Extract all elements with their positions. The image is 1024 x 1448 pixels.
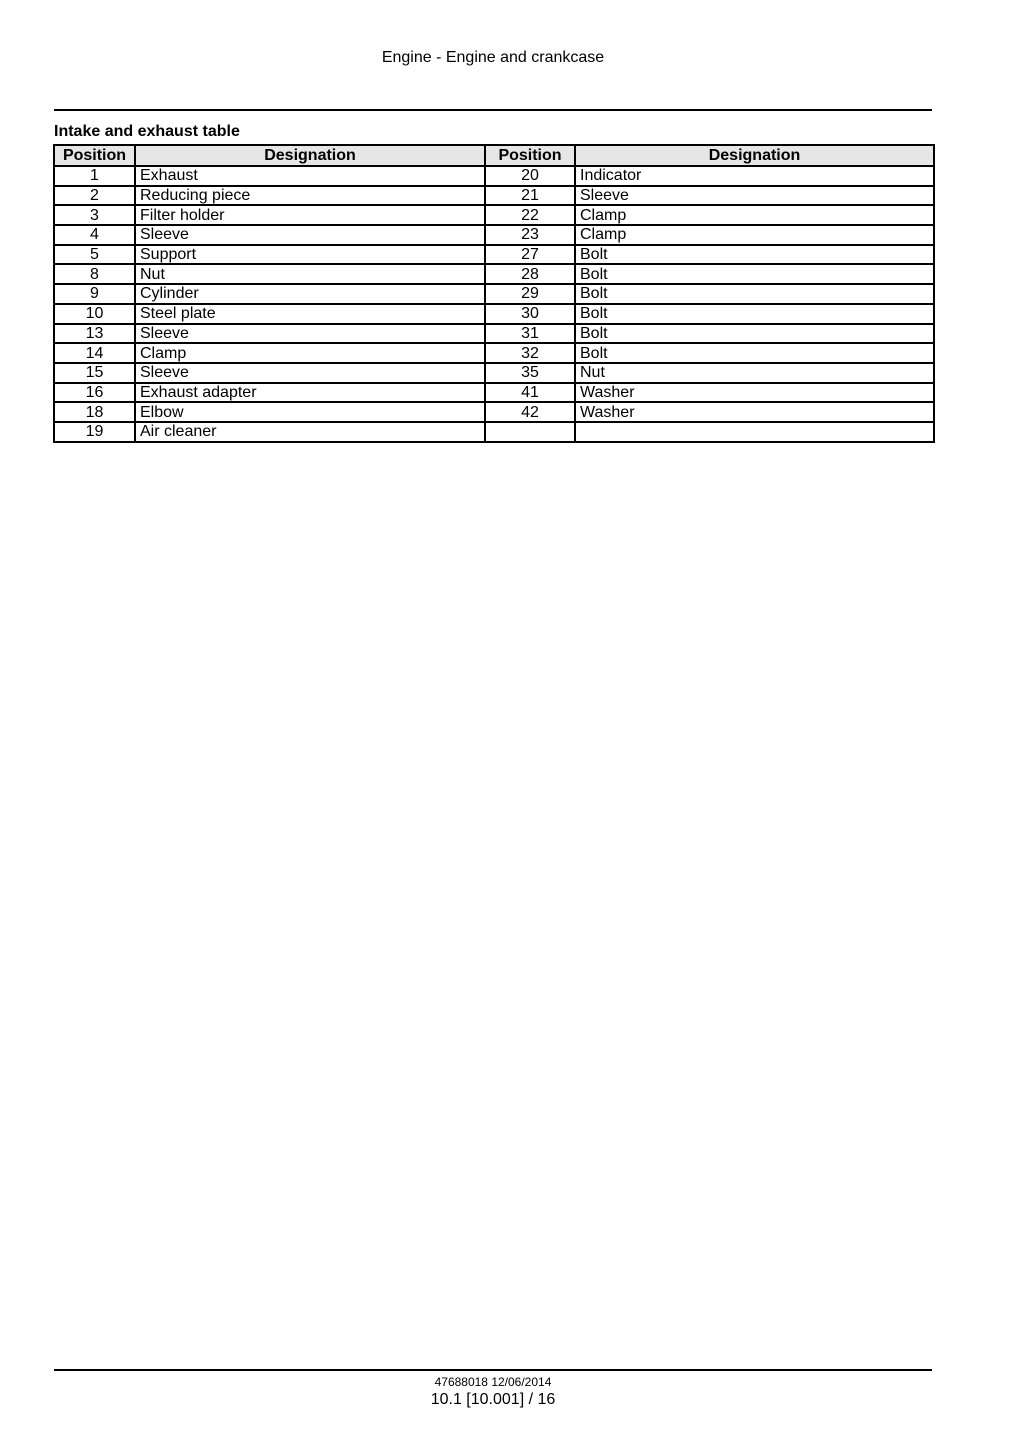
designation-cell: Nut (575, 363, 934, 383)
table-row (54, 166, 934, 186)
position-cell: 9 (54, 284, 135, 304)
position-cell: 42 (485, 402, 575, 422)
table-row (54, 343, 934, 363)
position-cell: 2 (54, 186, 135, 206)
position-cell: 29 (485, 284, 575, 304)
designation-cell: Clamp (575, 205, 934, 225)
designation-cell: Sleeve (135, 324, 485, 344)
position-cell: 13 (54, 324, 135, 344)
table-row (54, 245, 934, 265)
designation-cell: Sleeve (135, 363, 485, 383)
position-cell: 27 (485, 245, 575, 265)
designation-cell: Bolt (575, 284, 934, 304)
column-header-position: Position (485, 145, 575, 166)
designation-cell: Indicator (575, 166, 934, 186)
table-row (54, 225, 934, 245)
position-cell: 16 (54, 383, 135, 403)
position-cell: 35 (485, 363, 575, 383)
table-row (54, 284, 934, 304)
designation-cell: Air cleaner (135, 422, 485, 442)
table-row (54, 264, 934, 284)
position-cell: 41 (485, 383, 575, 403)
column-header-designation: Designation (575, 145, 934, 166)
document-code: 47688018 12/06/2014 (434, 1375, 552, 1389)
position-cell: 31 (485, 324, 575, 344)
position-cell (485, 422, 575, 442)
table-row (54, 422, 934, 442)
table-row (54, 363, 934, 383)
position-cell: 30 (485, 304, 575, 324)
table-header-row (54, 145, 934, 166)
position-cell: 21 (485, 186, 575, 206)
position-cell: 1 (54, 166, 135, 186)
column-header-designation: Designation (135, 145, 485, 166)
designation-cell: Support (135, 245, 485, 265)
position-cell: 23 (485, 225, 575, 245)
designation-cell: Clamp (575, 225, 934, 245)
designation-cell: Washer (575, 402, 934, 422)
designation-cell: Sleeve (575, 186, 934, 206)
position-cell: 3 (54, 205, 135, 225)
designation-cell: Exhaust (135, 166, 485, 186)
table-row (54, 186, 934, 206)
designation-cell: Bolt (575, 324, 934, 344)
position-cell: 28 (485, 264, 575, 284)
position-cell: 20 (485, 166, 575, 186)
position-cell: 5 (54, 245, 135, 265)
page-reference: 10.1 [10.001] / 16 (430, 1391, 556, 1408)
intake-exhaust-table (53, 144, 935, 443)
designation-cell: Bolt (575, 343, 934, 363)
position-cell: 18 (54, 402, 135, 422)
position-cell: 32 (485, 343, 575, 363)
footer-divider (54, 1369, 932, 1371)
table-row (54, 324, 934, 344)
designation-cell: Nut (135, 264, 485, 284)
table-row (54, 304, 934, 324)
designation-cell (575, 422, 934, 442)
column-header-position: Position (54, 145, 135, 166)
table-row (54, 205, 934, 225)
designation-cell: Cylinder (135, 284, 485, 304)
designation-cell: Bolt (575, 304, 934, 324)
designation-cell: Bolt (575, 245, 934, 265)
page-header: Engine - Engine and crankcase (381, 49, 605, 66)
designation-cell: Exhaust adapter (135, 383, 485, 403)
table-row (54, 402, 934, 422)
designation-cell: Bolt (575, 264, 934, 284)
designation-cell: Reducing piece (135, 186, 485, 206)
position-cell: 14 (54, 343, 135, 363)
table-body (54, 166, 934, 442)
position-cell: 10 (54, 304, 135, 324)
table-row (54, 383, 934, 403)
designation-cell: Filter holder (135, 205, 485, 225)
position-cell: 4 (54, 225, 135, 245)
designation-cell: Sleeve (135, 225, 485, 245)
designation-cell: Washer (575, 383, 934, 403)
position-cell: 19 (54, 422, 135, 442)
designation-cell: Elbow (135, 402, 485, 422)
designation-cell: Clamp (135, 343, 485, 363)
table-title: Intake and exhaust table (54, 123, 240, 140)
position-cell: 22 (485, 205, 575, 225)
position-cell: 8 (54, 264, 135, 284)
header-divider (54, 109, 932, 111)
designation-cell: Steel plate (135, 304, 485, 324)
position-cell: 15 (54, 363, 135, 383)
